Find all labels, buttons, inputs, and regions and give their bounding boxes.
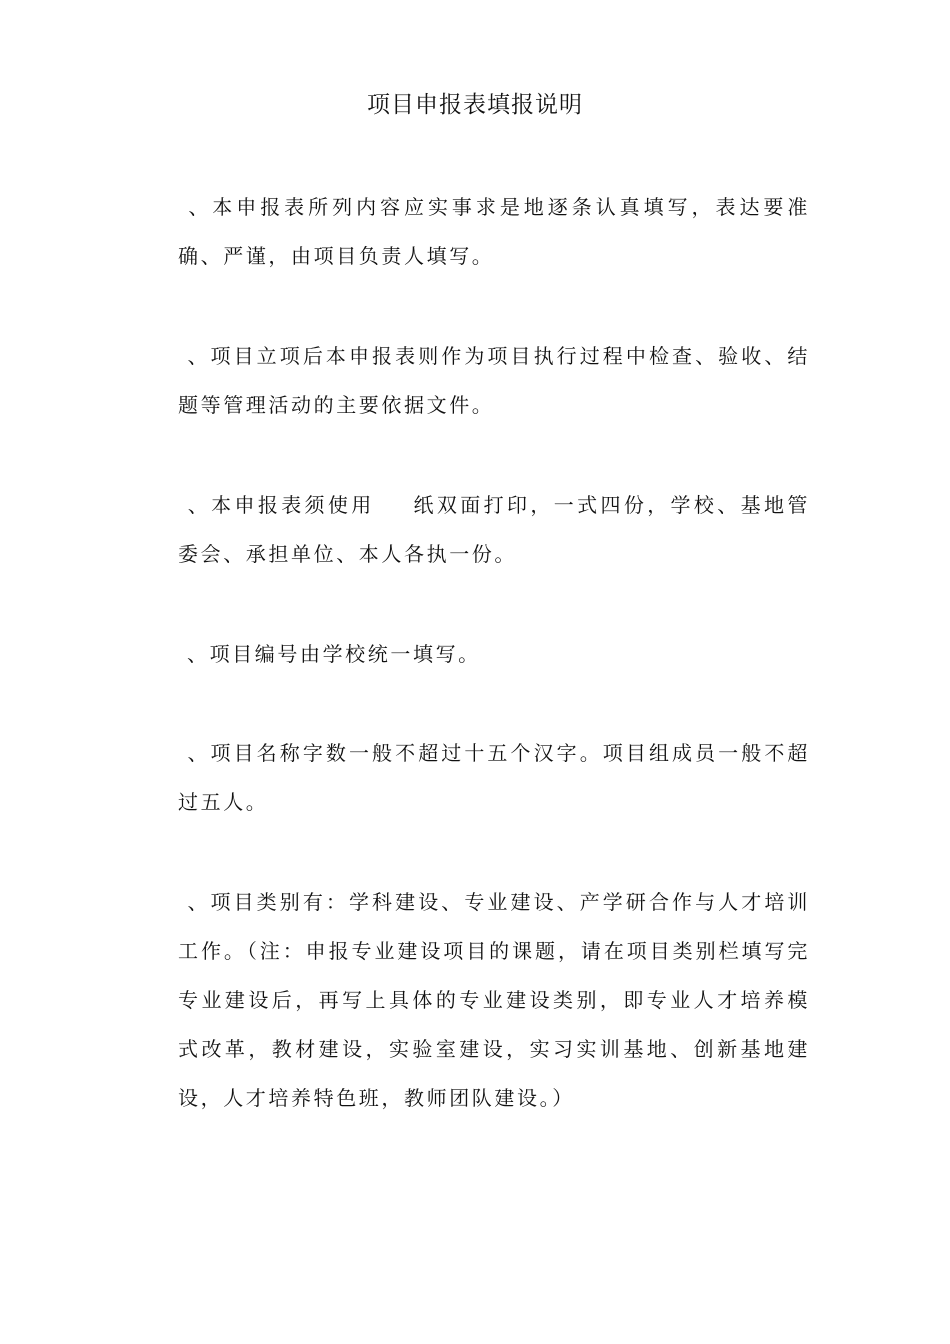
instruction-item-3: 、本申报表须使用 纸双面打印，一式四份，学校、基地管委会、承担单位、本人各执一份。 xyxy=(178,493,810,566)
instruction-item-5: 、项目名称字数一般不超过十五个汉字。项目组成员一般不超过五人。 xyxy=(178,741,810,814)
instruction-item-6: 、项目类别有：学科建设、专业建设、产学研合作与人才培训工作。（注：申报专业建设项目的课题，请在项目类别栏填写完专业建设后，再写上具体的专业建设类别，即专业人才培养模式改革，教材建设，实验室建设，实习实训基地、创新基地建设，人才培养特色班，教师团队建设。） xyxy=(178,890,810,1110)
instruction-item-2: 、项目立项后本申报表则作为项目执行过程中检查、验收、结题等管理活动的主要依据文件。 xyxy=(178,344,810,417)
instruction-item-4: 、项目编号由学校统一填写。 xyxy=(178,642,481,666)
document-title: 项目申报表填报说明 xyxy=(367,92,583,118)
instruction-item-1: 、本申报表所列内容应实事求是地逐条认真填写，表达要准确、严谨，由项目负责人填写。 xyxy=(178,195,810,268)
